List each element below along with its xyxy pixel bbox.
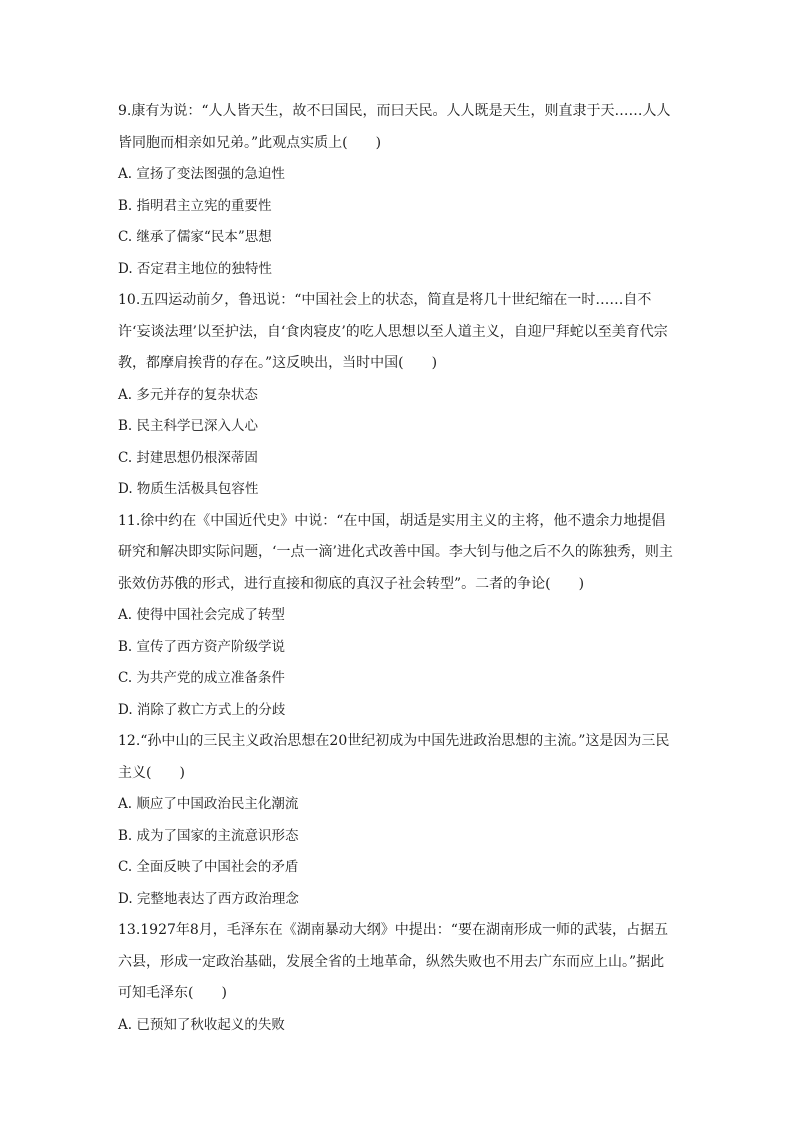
option-b: B. 宣传了西方资产阶级学说 [118, 638, 286, 655]
option-c: C. 为共产党的成立准备条件 [118, 670, 285, 686]
option-d: D. 物质生活极具包容性 [118, 481, 259, 497]
option-c: C. 继承了儒家“民本”思想 [118, 229, 272, 245]
question-stem: 12.“孙中山的三民主义政治思想在20世纪初成为中国先进政治思想的主流。”这是因为三民主义( ) [118, 733, 670, 781]
option-a: A. 顺应了中国政治民主化潮流 [118, 796, 299, 812]
option-d: D. 否定君主地位的独特性 [118, 260, 272, 277]
question-stem: 10.五四运动前夕，鲁迅说：“中国社会上的状态，简直是将几十世纪缩在一时……自不许‘妄谈法理’以至护法，自‘食肉寝皮’的吃人思想以至人道主义，自迎尸拜蛇以至美育代宗教，都摩肩挨背的存在。”这反映出，当时中国( ) [118, 292, 668, 371]
option-b: B. 成为了国家的主流意识形态 [118, 827, 299, 844]
option-a: A. 多元并存的复杂状态 [118, 386, 258, 403]
option-b: B. 指明君主立宪的重要性 [118, 197, 272, 214]
question-12 [118, 726, 678, 915]
question-stem: 9.康有为说：“人人皆天生，故不曰国民，而曰天民。人人既是天生，则直隶于天……人人皆同胞而相亲如兄弟。”此观点实质上( ) [118, 103, 671, 151]
question-10 [118, 285, 678, 506]
option-d: D. 完整地表达了西方政治理念 [118, 890, 299, 907]
option-a: A. 宣扬了变法图强的急迫性 [118, 166, 285, 182]
option-a: A. 使得中国社会完成了转型 [118, 607, 285, 623]
question-13 [118, 915, 678, 1041]
option-a: A. 已预知了秋收起义的失败 [118, 1016, 285, 1033]
question-9 [118, 96, 678, 285]
option-c: C. 全面反映了中国社会的矛盾 [118, 859, 299, 875]
exam-page [118, 96, 678, 1041]
question-11 [118, 506, 678, 727]
option-c: C. 封建思想仍根深蒂固 [118, 449, 258, 466]
question-stem: 13.1927年8月，毛泽东在《湖南暴动大纲》中提出：“要在湖南形成一师的武装，占据五六县，形成一定政治基础，发展全省的土地革命，纵然失败也不用去广东而应上山。”据此可知毛泽东( ) [118, 922, 668, 1001]
option-d: D. 消除了救亡方式上的分歧 [118, 701, 286, 718]
question-stem: 11.徐中约在《中国近代史》中说：“在中国，胡适是实用主义的主将，他不遗余力地提倡研究和解决即实际问题，‘一点一滴’进化式改善中国。李大钊与他之后不久的陈独秀，则主张效仿苏俄的形式，进行直接和彻底的真汉子社会转型”。二者的争论( ) [118, 512, 673, 592]
option-b: B. 民主科学已深入人心 [118, 418, 259, 434]
